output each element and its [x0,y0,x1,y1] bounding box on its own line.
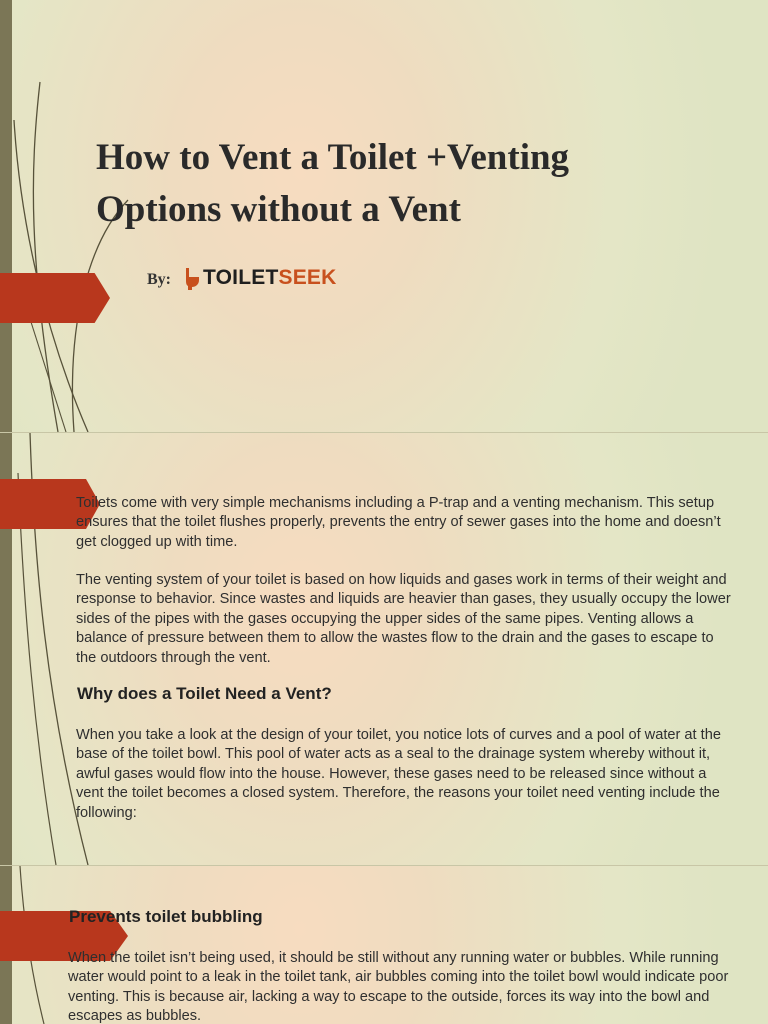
intro-paragraph: Toilets come with very simple mechanisms including a P-trap and a venting mechanism. This setup ensures that the toilet flushes properly, prevents the entry of sewer gases into the home and doesn’t get clogged up with time. [76,495,721,550]
section-heading-why-vent: Why does a Toilet Need a Vent? [77,684,332,703]
logo-text-seek: SEEK [278,266,337,289]
slide-intro [0,433,768,865]
venting-system-paragraph: The venting system of your toilet is based on how liquids and gases work in terms of their weight and response to behavior. Since wastes and liquids are heavier than gases, they usually occupy the lower sides of the pipes with the gases occupying the upper sides of the same pipes. Venting allows a balance of pressure between them to allow the wastes flow to the drain and the gases to escape to the outdoors through the vent. [76,572,731,666]
toilet-icon [183,266,201,290]
page-title: How to Vent a Toilet +Venting Options without a Vent [96,137,570,230]
slide-bubbling [0,866,768,1024]
red-arrow-marker [0,273,110,323]
slide-title [0,0,768,432]
toiletseek-logo [183,266,336,290]
byline-label: By: [147,271,171,288]
section-heading-bubbling: Prevents toilet bubbling [69,907,263,926]
bubbling-paragraph: When the toilet isn’t being used, it should be still without any running water or bubbles. While running water would point to a leak in the toilet tank, air bubbles coming into the toilet bowl would indicate poor venting. This is because air, lacking a way to escape to the outside, forces its way into the bowl and escapes as bubbles. [68,950,729,1024]
why-vent-paragraph: When you take a look at the design of your toilet, you notice lots of curves and a pool of water at the base of the toilet bowl. This pool of water acts as a seal to the drainage system whereby without it, awful gases would flow into the house. However, these gases need to be released since without a vent the toilet becomes a closed system. Therefore, the reasons your toilet need venting include the following: [76,727,721,821]
logo-text-toilet: TOILET [203,266,279,289]
